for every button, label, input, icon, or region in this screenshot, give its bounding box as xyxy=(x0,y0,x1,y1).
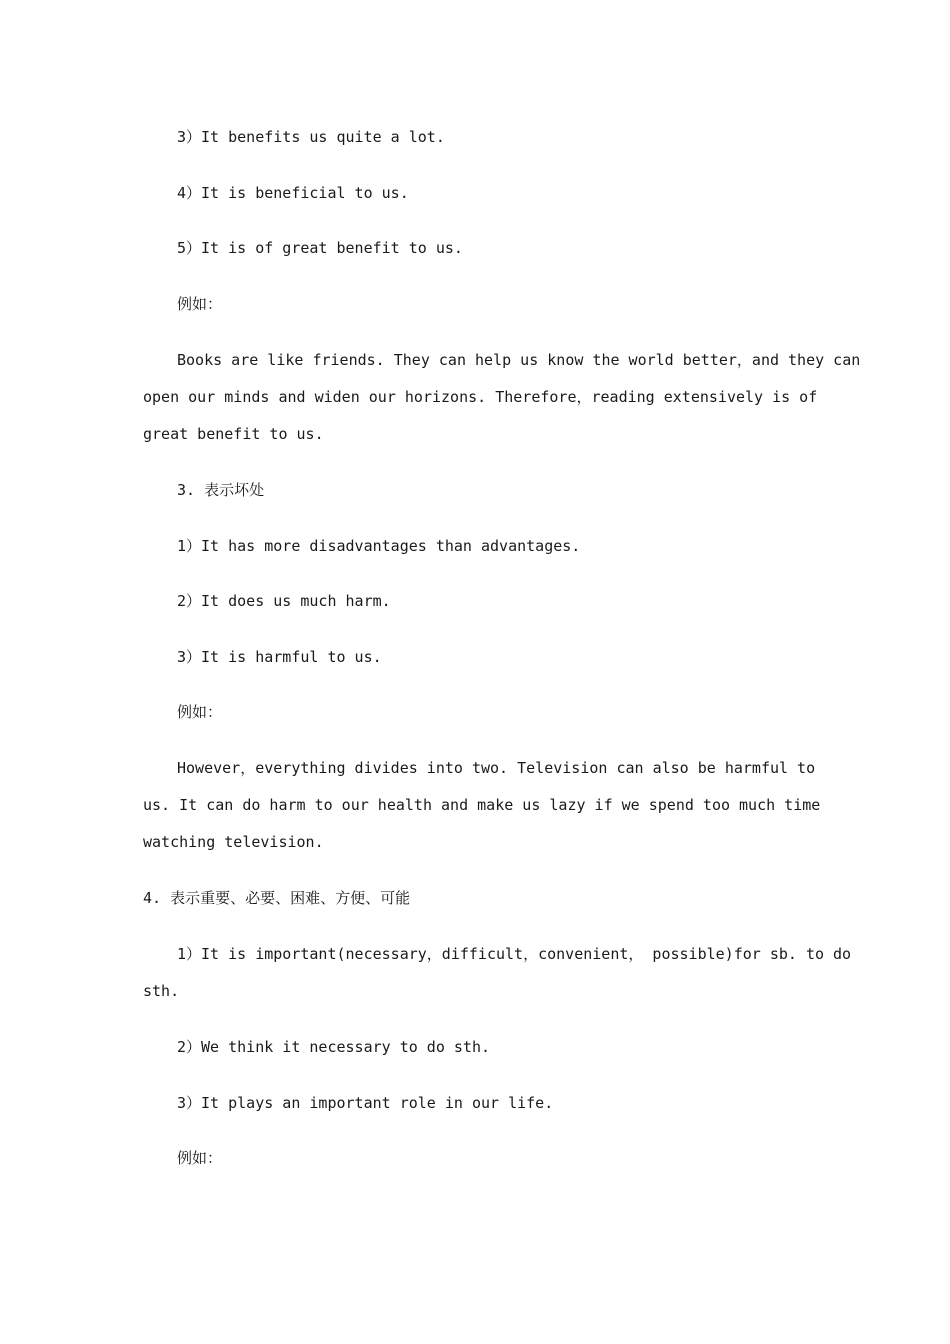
harm-phrase-3: 3）It is harmful to us. xyxy=(177,648,382,666)
importance-phrase-1-line-2: sth. xyxy=(143,982,180,1000)
example-label-benefit: 例如： xyxy=(177,295,223,313)
benefit-phrase-5: 5）It is of great benefit to us. xyxy=(177,239,463,257)
harm-phrase-1: 1）It has more disadvantages than advantages. xyxy=(177,537,581,555)
harm-example-line-2: us. It can do harm to our health and make us lazy if we spend too much time xyxy=(143,796,821,814)
benefit-example-line-3: great benefit to us. xyxy=(143,425,324,443)
section-heading-harm: 3. 表示坏处 xyxy=(177,481,265,499)
benefit-example-line-1: Books are like friends. They can help us know the world better，and they can xyxy=(177,351,861,369)
harm-example-line-1: However，everything divides into two. Television can also be harmful to xyxy=(177,759,816,777)
importance-phrase-2: 2）We think it necessary to do sth. xyxy=(177,1038,491,1056)
example-label-importance: 例如： xyxy=(177,1149,223,1167)
example-label-harm: 例如： xyxy=(177,703,223,721)
importance-phrase-3: 3）It plays an important role in our life. xyxy=(177,1094,554,1112)
section-heading-importance: 4. 表示重要、必要、困难、方便、可能 xyxy=(143,889,411,907)
harm-example-line-3: watching television. xyxy=(143,833,324,851)
benefit-phrase-4: 4）It is beneficial to us. xyxy=(177,184,409,202)
harm-phrase-2: 2）It does us much harm. xyxy=(177,592,391,610)
importance-phrase-1-line-1: 1）It is important(necessary，difficult，convenient， possible)for sb. to do xyxy=(177,945,852,963)
benefit-example-line-2: open our minds and widen our horizons. Therefore，reading extensively is of xyxy=(143,388,818,406)
benefit-phrase-3: 3）It benefits us quite a lot. xyxy=(177,128,445,146)
